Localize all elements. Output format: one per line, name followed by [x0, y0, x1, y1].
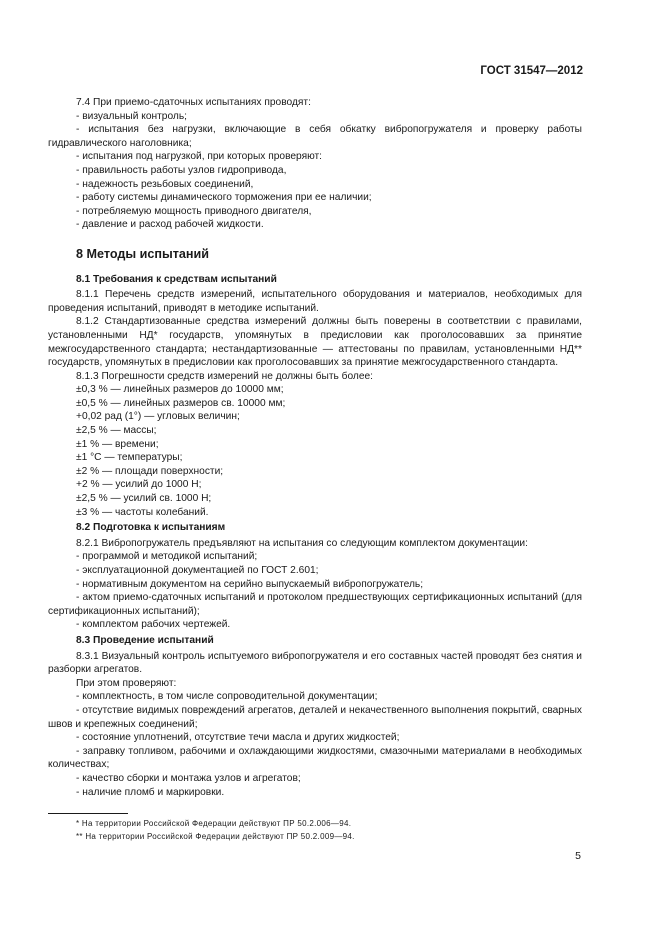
paragraph: 8.1.2 Стандартизованные средства измерений должны быть поверены в соответствии с правилами, установленными НД* государств, упомянутых в предисловии как проголосовавших за принятие межгосударственного стандарта; нестандартизованные — аттестованы по правилам, установленными НД** государств, упомянутых в предисловии как проголосовавших за принятие межгосударственного стандарта.: [48, 316, 582, 369]
paragraph: - надежность резьбовых соединений,: [76, 178, 254, 190]
paragraph: 8.1.1 Перечень средств измерений, испытательного оборудования и материалов, необходимых для проведения испытаний, приводят в методике испытаний.: [48, 289, 582, 314]
subsection-heading: 8.2 Подготовка к испытаниям: [76, 522, 226, 534]
paragraph: - правильность работы узлов гидропривода,: [76, 164, 287, 176]
paragraph: - визуальный контроль;: [76, 110, 187, 122]
paragraph: - отсутствие видимых повреждений агрегатов, деталей и некачественного выполнения покрытий, сварных швов и крепежных соединений;: [48, 704, 582, 730]
paragraph: ±1 °С — температуры;: [76, 452, 183, 464]
paragraph: - актом приемо-сдаточных испытаний и протоколом предшествующих сертификационных испытаний (для сертификационных испытаний);: [48, 592, 582, 617]
footnotes: [48, 813, 582, 843]
paragraph: - состояние уплотнений, отсутствие течи масла и других жидкостей;: [76, 732, 400, 744]
paragraph: ±3 % — частоты колебаний.: [76, 506, 209, 518]
paragraph: 8.1.3 Погрешности средств измерений не должны быть более:: [76, 370, 374, 382]
page-number: 5: [575, 850, 581, 862]
paragraph: - наличие пломб и маркировки.: [76, 786, 225, 798]
document-code-header: ГОСТ 31547—2012: [480, 65, 583, 77]
subsection-heading: 8.3 Проведение испытаний: [76, 634, 214, 646]
paragraph: ±0,5 % — линейных размеров св. 10000 мм;: [76, 397, 286, 409]
paragraph: - качество сборки и монтажа узлов и агрегатов;: [76, 772, 301, 784]
paragraph: - комплектность, в том числе сопроводительной документации;: [76, 691, 378, 703]
paragraph: ±1 % — времени;: [76, 438, 159, 450]
paragraph: - заправку топливом, рабочими и охлаждающими жидкостями, смазочными материалами в необходимых количествах;: [48, 745, 582, 771]
paragraph: - работу системы динамического торможения при ее наличии;: [76, 192, 372, 204]
paragraph: ±2,5 % — усилий св. 1000 Н;: [76, 493, 212, 505]
footnote: * На территории Российской Федерации действуют ПР 50.2.006—94.: [76, 819, 352, 828]
paragraph: ±2,5 % — массы;: [76, 425, 157, 437]
paragraph: 8.2.1 Вибропогружатель предъявляют на испытания со следующим комплектом документации:: [76, 537, 528, 549]
section-heading: 8 Методы испытаний: [76, 246, 209, 261]
paragraph: +2 % — усилий до 1000 Н;: [76, 479, 202, 491]
paragraph: 8.3.1 Визуальный контроль испытуемого вибропогружателя и его составных частей проводят без снятия и разборки агрегатов.: [48, 650, 582, 676]
paragraph: 7.4 При приемо-сдаточных испытаниях проводят:: [76, 97, 311, 108]
paragraph: ±0,3 % — линейных размеров до 10000 мм;: [76, 384, 284, 396]
footnote-separator: [48, 813, 128, 814]
paragraph: При этом проверяют:: [76, 677, 177, 689]
paragraph: - комплектом рабочих чертежей.: [76, 619, 231, 631]
paragraph: - нормативным документом на серийно выпускаемый вибропогружатель;: [76, 578, 424, 590]
subsection-heading: 8.1 Требования к средствам испытаний: [76, 273, 277, 285]
body-text: [48, 96, 582, 799]
paragraph: - программой и методикой испытаний;: [76, 551, 258, 563]
paragraph: - давление и расход рабочей жидкости.: [76, 219, 264, 231]
paragraph: +0,02 рад (1°) — угловых величин;: [76, 411, 240, 423]
paragraph: - эксплуатационной документацией по ГОСТ 2.601;: [76, 565, 319, 576]
paragraph: ±2 % — площади поверхности;: [76, 465, 224, 477]
paragraph: - испытания под нагрузкой, при которых проверяют:: [76, 151, 323, 163]
paragraph: - потребляемую мощность приводного двигателя,: [76, 205, 312, 217]
footnote: ** На территории Российской Федерации действуют ПР 50.2.009—94.: [76, 831, 355, 841]
paragraph: - испытания без нагрузки, включающие в себя обкатку вибропогружателя и проверку работы гидравлического наголовника;: [48, 124, 582, 149]
